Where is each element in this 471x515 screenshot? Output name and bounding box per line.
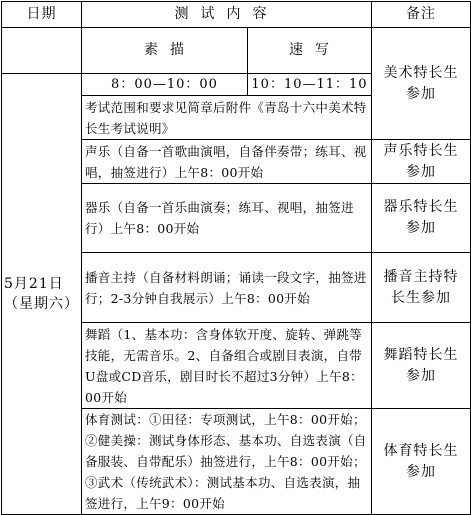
art-scope: 考试范围和要求见简章后附件《青岛十六中美术特长生考试说明》 — [82, 96, 372, 140]
note-vocal: 声乐特长生参加 — [372, 140, 471, 184]
quick-time: 10：10—11：10 — [248, 74, 372, 96]
note-art: 美术特长生参加 — [372, 28, 471, 140]
broadcast-content: 播音主持（自备材料朗诵；诵读一段文字，抽签进行；2-3分钟自我展示）上午8：00开始 — [82, 253, 372, 323]
table-header-row — [2, 2, 471, 28]
note-dance: 舞蹈特长生参加 — [372, 323, 471, 409]
date-cell: 5月21日（星期六） — [2, 74, 82, 515]
sketch-time: 8：00—10：00 — [82, 74, 248, 96]
subheader-sketch: 素 描 — [82, 28, 248, 74]
vocal-content: 声乐（自备一首歌曲演唱，自备伴奏带；练耳、视唱，抽签进行）上午8：00开始 — [82, 140, 372, 184]
header-content: 测试内容 — [82, 2, 372, 28]
note-broadcast: 播音主持特长生参加 — [372, 253, 471, 323]
schedule-table — [1, 1, 471, 515]
table-subheader-row — [2, 28, 471, 74]
note-sports: 体育特长生参加 — [372, 409, 471, 515]
subheader-quick: 速 写 — [248, 28, 372, 74]
instrument-content: 器乐（自备一首乐曲演奏；练耳、视唱，抽签进行）上午8：00开始 — [82, 184, 372, 253]
header-note: 备注 — [372, 2, 471, 28]
header-date: 日期 — [2, 2, 82, 28]
empty-date-cell — [2, 28, 82, 74]
sports-content: 体育测试：①田径：专项测试，上午8：00开始；②健美操：测试身体形态、基本功、自选表演（自备服装、自带配乐）抽签进行，上午8：00开始；③武术（传统武术）：测试基本功、自选表演，抽签进行，上午9：00开始 — [82, 409, 372, 515]
dance-content: 舞蹈（1、基本功：含身体软开度、旋转、弹跳等技能，无需音乐。2、自备组合或剧目表演，自带U盘或CD音乐，剧目时长不超过3分钟）上午8：00开始 — [82, 323, 372, 409]
note-instrument: 器乐特长生参加 — [372, 184, 471, 253]
